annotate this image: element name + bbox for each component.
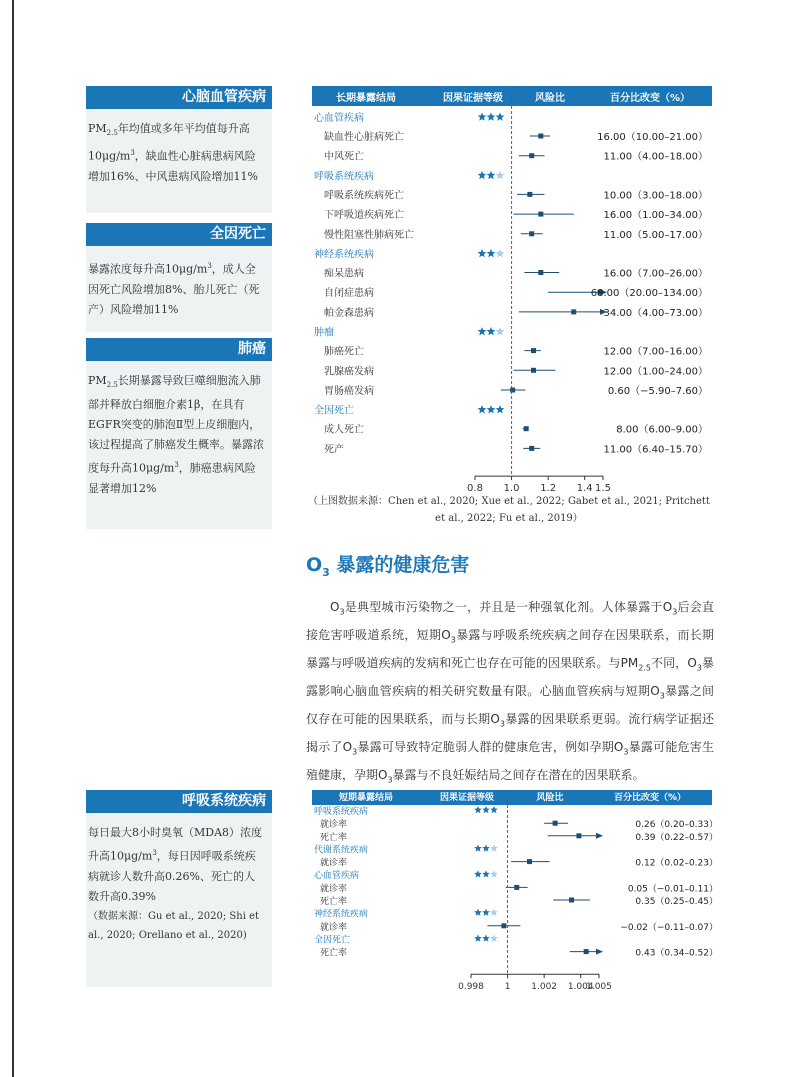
x-tick-label: 1.002 — [531, 982, 558, 993]
percent-change-value: 12.00（1.00–24.00） — [603, 366, 708, 378]
point-estimate — [524, 426, 529, 431]
row-label: 自闭症患病 — [324, 288, 374, 300]
sidebar-mortality — [86, 223, 272, 332]
superscript: 3 — [152, 849, 157, 857]
sidebar-resp-title: 呼吸系统疾病 — [86, 790, 272, 813]
row-label: 就诊率 — [320, 820, 348, 831]
star-filled-icon — [474, 909, 482, 916]
percent-change-value: 12.00（7.00–16.00） — [603, 346, 708, 358]
sidebar-resp-text — [86, 813, 272, 987]
percent-change-value: 0.60（−5.90–7.60） — [607, 386, 708, 397]
subscript: 3 — [623, 747, 629, 757]
percent-change-value: 11.00（6.40–15.70） — [603, 444, 708, 456]
percent-change-value: 16.00（7.00–26.00） — [603, 268, 708, 280]
percent-change-value: 11.00（5.00–17.00） — [603, 229, 708, 241]
subscript: 2.5 — [106, 381, 118, 390]
star-filled-icon — [474, 870, 482, 877]
star-empty-icon — [496, 327, 505, 335]
star-filled-icon — [490, 806, 498, 813]
group-label: 全因死亡 — [314, 405, 354, 417]
point-estimate — [501, 923, 506, 928]
row-label: 死亡率 — [320, 832, 348, 843]
x-tick-label: 1 — [504, 982, 511, 993]
star-filled-icon — [482, 909, 490, 916]
percent-change-value: 0.05（−0.01–0.11） — [627, 884, 718, 895]
title-part: 暴露的健康危害 — [329, 554, 470, 576]
long-term-forest-plot — [306, 86, 712, 495]
sidebar-cardio-text — [86, 109, 272, 213]
column-header: 百分比改变（%） — [613, 793, 687, 803]
short-term-forest-plot — [306, 790, 718, 993]
text-part: 后会直接危害呼吸道系统，短期O — [306, 600, 714, 642]
column-header: 风险比 — [536, 793, 564, 803]
percent-change-value: 68.00（20.00–134.00） — [590, 288, 708, 300]
row-label: 肺癌死亡 — [324, 346, 364, 358]
text-part: ，成人全因死亡风险增加8%、胎儿死亡（死产）风险增加11% — [88, 262, 260, 316]
star-empty-icon — [490, 934, 498, 941]
subscript: 2.5 — [106, 129, 118, 138]
row-label: 中风死亡 — [324, 151, 364, 163]
percent-change-value: 0.39（0.22–0.57） — [635, 832, 718, 843]
point-estimate — [576, 833, 581, 838]
text-part: 不同，O — [650, 655, 697, 670]
subscript: 3 — [659, 691, 665, 701]
row-label: 呼吸系统疾病死亡 — [324, 190, 404, 202]
star-filled-icon — [487, 249, 496, 257]
star-filled-icon — [478, 405, 487, 413]
row-label: 死亡率 — [320, 897, 348, 907]
text-part: 是典型城市污染物之一，并且是一种强氧化剂。人体暴露于O — [344, 600, 673, 614]
star-filled-icon — [474, 806, 482, 813]
column-header: 百分比改变（%） — [609, 93, 691, 104]
text-part: 暴露之间仅存在可能的因果联系，而与长期O — [306, 683, 714, 726]
percent-change-value: 11.00（4.00–18.00） — [603, 151, 708, 163]
sidebar-lung-text — [86, 361, 272, 529]
text-part: 暴露浓度每升高10μg/m — [88, 262, 208, 276]
sidebar-lung-title: 肺癌 — [86, 338, 272, 361]
star-filled-icon — [478, 327, 487, 335]
point-estimate — [538, 134, 543, 139]
subscript: 2.5 — [638, 663, 651, 673]
star-filled-icon — [482, 870, 490, 877]
column-header: 因果证据等级 — [443, 93, 503, 104]
row-label: 就诊率 — [320, 858, 348, 869]
text-part: 每日最大8小时臭氧（MDA8）浓度升高10μg/m — [88, 826, 263, 863]
text-part: 暴露的因果联系更弱。流行病学证据还揭示了O — [306, 711, 714, 754]
column-header: 长期暴露结局 — [336, 93, 396, 104]
percent-change-value: 16.00（10.00–21.00） — [597, 132, 708, 143]
text-part: 暴露与不良妊娠结局之间存在潜在的因果联系。 — [392, 767, 645, 782]
sidebar-cardio-title: 心脑血管疾病 — [86, 86, 272, 109]
group-label: 肿瘤 — [314, 327, 334, 339]
star-filled-icon — [496, 112, 505, 120]
star-filled-icon — [474, 934, 482, 941]
group-label: 呼吸系统疾病 — [314, 807, 369, 817]
figure-caption: （上图数据来源：Chen et al., 2020; Xue et al., 2022; Gabet et al., 2021; Pritchett et al., 2022; Fu et al., 2019） — [308, 496, 710, 524]
x-tick-label: 1.0 — [503, 483, 520, 495]
group-label: 全因死亡 — [314, 935, 351, 946]
text-part: PM — [88, 374, 107, 387]
percent-change-value: 8.00（6.00–9.00） — [616, 424, 708, 436]
group-label: 心血管疾病 — [314, 113, 364, 124]
percent-change-value: 34.00（4.00–73.00） — [603, 307, 708, 319]
row-label: 死产 — [324, 444, 344, 456]
star-filled-icon — [482, 806, 490, 813]
sidebar-mortality-title: 全因死亡 — [86, 223, 272, 246]
text-part: 暴露可导致特定脆弱人群的健康危害，例如孕期O — [357, 739, 624, 754]
percent-change-value: 0.26（0.20–0.33） — [635, 820, 718, 831]
title-part: O — [306, 554, 323, 576]
text-part: ，肺癌患病风险显著增加12% — [88, 461, 256, 495]
point-estimate — [531, 368, 536, 373]
star-empty-icon — [496, 249, 505, 257]
x-tick-label: 1.2 — [540, 483, 557, 495]
section-title — [306, 550, 469, 579]
row-label: 胃肠癌发病 — [324, 386, 374, 397]
star-empty-icon — [490, 870, 498, 877]
sidebar-resp-source: （数据来源：Gu et al., 2020; Shi et al., 2020; Orellano et al., 2020) — [88, 910, 260, 941]
star-filled-icon — [478, 171, 487, 179]
star-filled-icon — [478, 112, 487, 120]
percent-change-value: 10.00（3.00–18.00） — [603, 190, 708, 202]
page-edge-line — [12, 0, 14, 1077]
column-header: 短期暴露结局 — [338, 793, 394, 803]
star-filled-icon — [478, 249, 487, 257]
row-label: 成人死亡 — [324, 424, 364, 436]
text-part: PM — [88, 122, 107, 135]
point-estimate — [569, 898, 574, 903]
x-tick-label: 1.004 — [567, 982, 594, 993]
percent-change-value: 0.35（0.25–0.45） — [635, 897, 718, 907]
subscript: 3 — [352, 747, 358, 757]
row-label: 乳腺癌发病 — [324, 366, 374, 378]
superscript: 3 — [130, 149, 135, 158]
row-label: 死亡率 — [320, 948, 348, 959]
text-part: ，缺血性心脏病患病风险增加16%、中风患病风险增加11% — [88, 149, 258, 183]
subscript: 3 — [696, 663, 702, 673]
superscript: 3 — [207, 262, 212, 270]
subscript: 3 — [672, 607, 678, 617]
sidebar-cardio — [86, 86, 272, 213]
point-estimate — [531, 348, 536, 353]
point-estimate — [514, 885, 519, 890]
subscript: 3 — [339, 607, 345, 617]
text-part: 长期暴露导致巨噬细胞流入肺部并释放白细胞介素1β，在具有EGFR突变的肺泡Ⅱ型上皮细胞内，该过程提高了肺癌发生概率。暴露浓度每升高10μg/m — [88, 374, 264, 475]
group-label: 神经系统疾病 — [314, 249, 374, 261]
group-label: 呼吸系统疾病 — [314, 171, 374, 183]
star-empty-icon — [490, 909, 498, 916]
star-empty-icon — [496, 171, 505, 179]
x-tick-label: 0.8 — [467, 483, 483, 495]
text-part: 暴露与呼吸系统疾病之间存在因果联系，而长期暴露与呼吸道疾病的发病和死亡也存在可能的因果联系。与PM — [306, 627, 714, 670]
column-header: 风险比 — [535, 93, 565, 104]
title-subscript: 3 — [322, 565, 330, 579]
percent-change-value: 0.12（0.02–0.23） — [635, 858, 718, 869]
row-label: 慢性阻塞性肺病死亡 — [324, 229, 414, 241]
point-estimate — [527, 859, 532, 864]
star-filled-icon — [496, 405, 505, 413]
x-tick-label: 1.5 — [595, 483, 611, 495]
percent-change-value: 0.43（0.34–0.52） — [635, 948, 718, 959]
star-filled-icon — [487, 112, 496, 120]
point-estimate — [571, 309, 576, 314]
point-estimate — [538, 270, 543, 275]
star-filled-icon — [482, 844, 490, 851]
subscript: 3 — [387, 775, 393, 785]
row-label: 缺血性心脏病死亡 — [324, 132, 404, 143]
sidebar-mortality-text — [86, 246, 272, 332]
star-filled-icon — [487, 405, 496, 413]
group-label: 心血管疾病 — [314, 871, 360, 882]
row-label: 就诊率 — [320, 922, 348, 933]
row-label: 下呼吸道疾病死亡 — [324, 210, 404, 222]
column-header: 因果证据等级 — [439, 793, 495, 803]
point-estimate — [529, 153, 534, 158]
star-filled-icon — [487, 171, 496, 179]
point-estimate — [529, 446, 534, 451]
point-estimate — [538, 212, 543, 217]
point-estimate — [584, 949, 589, 954]
text-part: 年均值或多年平均值每升高10μg/m — [88, 122, 250, 163]
text-part: 暴露影响心脑血管疾病的相关研究数量有限。心脑血管疾病与短期O — [306, 655, 714, 698]
subscript: 3 — [499, 719, 505, 729]
sidebar-resp — [86, 790, 272, 987]
point-estimate — [527, 192, 532, 197]
point-estimate — [553, 821, 558, 826]
star-filled-icon — [474, 844, 482, 851]
point-estimate — [510, 388, 515, 393]
x-tick-label: 0.998 — [458, 982, 484, 993]
group-label: 神经系统疾病 — [314, 909, 369, 920]
arrow-icon — [596, 833, 603, 839]
row-label: 帕金森患病 — [324, 307, 374, 319]
star-filled-icon — [487, 327, 496, 335]
percent-change-value: 16.00（1.00–34.00） — [603, 210, 708, 222]
text-part: O — [330, 600, 340, 614]
group-label: 代谢系统疾病 — [314, 845, 369, 856]
sidebar-lung — [86, 338, 272, 529]
star-filled-icon — [482, 934, 490, 941]
point-estimate — [529, 231, 534, 236]
superscript: 3 — [174, 461, 179, 470]
text-part: 暴露可能危害生殖健康，孕期O — [306, 739, 714, 782]
subscript: 3 — [450, 635, 456, 645]
text-part: ，每日因呼吸系统疾病就诊人数升高0.26%、死亡的人数升高0.39% — [88, 849, 256, 903]
star-empty-icon — [490, 844, 498, 851]
row-label: 就诊率 — [320, 884, 348, 895]
x-tick-label: 1.4 — [576, 483, 593, 495]
row-label: 痴呆患病 — [324, 268, 364, 280]
x-tick-label: 1.005 — [586, 982, 612, 993]
section-paragraph — [306, 596, 714, 792]
percent-change-value: −0.02（−0.11–0.07） — [620, 922, 718, 933]
arrow-icon — [596, 949, 603, 955]
